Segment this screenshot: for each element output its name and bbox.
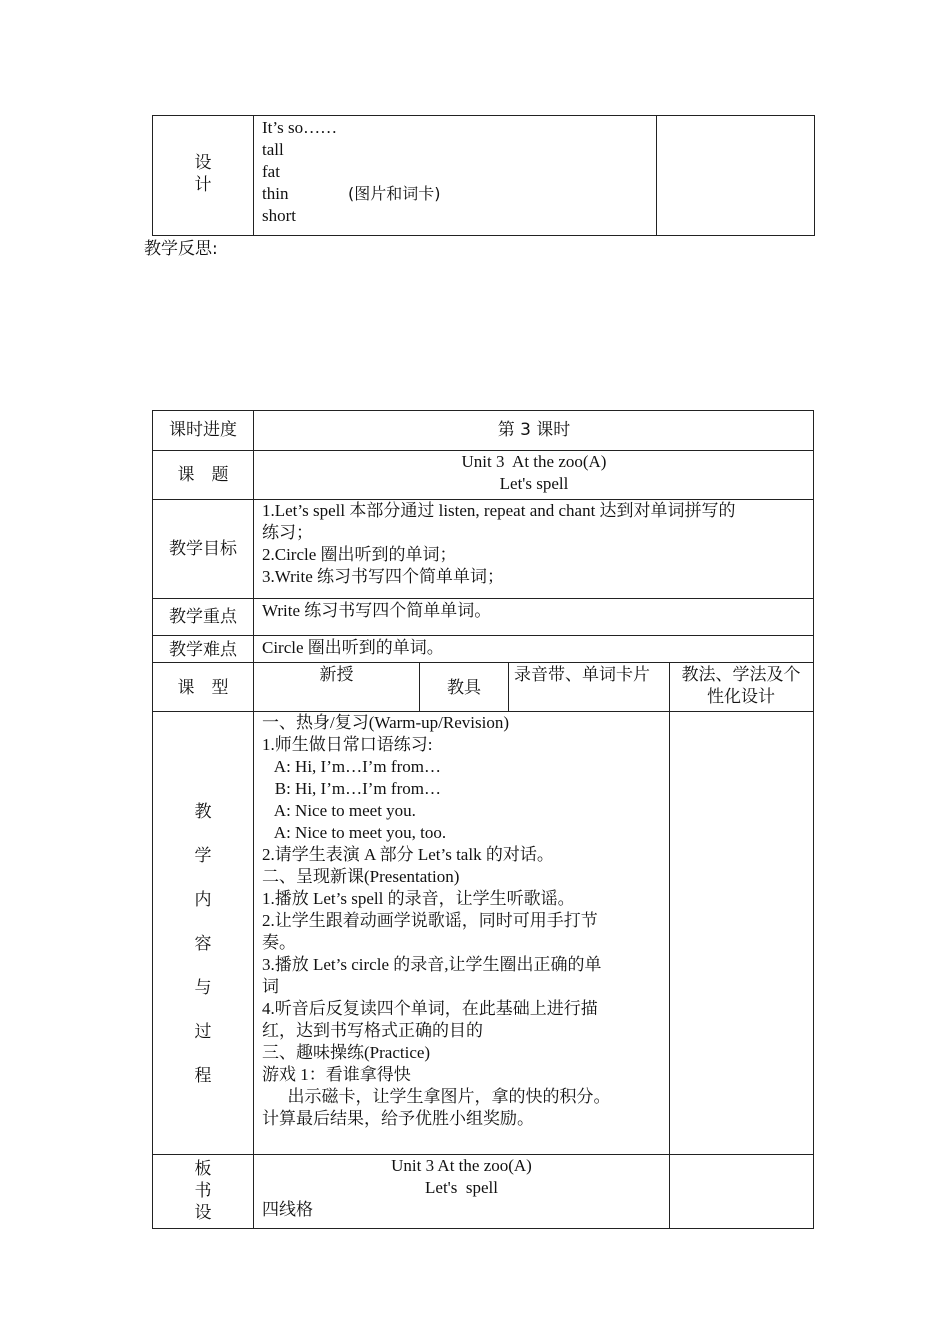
topic-value [254,451,814,495]
process-line: A: Nice to meet you. [262,801,416,820]
topic-label: 课 题 [177,465,229,485]
goal-line: 2.Circle 圈出听到的单词； [262,545,457,564]
process-line: 1.师生做日常口语练习: [262,735,433,754]
thin-note: (图片和词卡) [348,184,441,203]
design-content [262,117,441,227]
board-extra: 四线格 [262,1200,313,1220]
row-rule [152,635,814,636]
col-rule [253,410,254,1229]
type-value: 新授 [319,665,354,685]
process-line: 奏。 [262,933,296,952]
board-line: Let's spell [425,1178,498,1197]
aids-value: 录音带、单词卡片 [514,665,650,685]
process-line: 计算最后结果，给予优胜小组奖励。 [262,1109,534,1128]
row-rule [152,598,814,599]
topic-line: Let's spell [499,474,569,493]
process-line: 1.播放 Let’s spell 的录音，让学生听歌谣。 [262,889,575,908]
design-label: 设 计 [194,153,212,195]
goal-line: 3.Write 练习书写四个简单单词； [262,567,505,586]
col-rule [508,662,509,711]
topic-line: Unit 3 At the zoo(A) [461,452,607,471]
col-rule [669,662,670,1229]
board-line: Unit 3 At the zoo(A) [391,1156,532,1175]
reflection-label: 教学反思: [144,239,218,259]
method-label: 教法、学法及个性化设计 [681,665,801,707]
progress-value: 第 3 课时 [497,420,571,440]
goal-line: 1.Let’s spell 本部分通过 listen, repeat and chant 达到对单词拼写的 [262,501,736,520]
process-content [262,712,611,1130]
process-line: A: Nice to meet you, too. [262,823,447,842]
process-line: 2.让学生跟着动画学说歌谣，同时可用手打节 [262,911,598,930]
design-divider-2 [656,115,657,236]
process-line: 红，达到书写格式正确的目的 [262,1021,483,1040]
goal-label: 教学目标 [169,539,237,559]
design-line: fat [262,162,280,181]
process-label: 教 学 内 容 与 过 程 [194,802,212,1086]
row-rule [152,662,814,663]
design-line: tall [262,140,284,159]
difficulty-value: Circle 圈出听到的单词。 [262,638,444,657]
board-content [254,1155,669,1199]
goal-line: 练习； [262,523,313,542]
process-line: 2.请学生表演 A 部分 Let’s talk 的对话。 [262,845,554,864]
progress-label: 课时进度 [169,420,237,440]
process-line: A: Hi, I’m…I’m from… [262,757,441,776]
design-line: thin (图片和词卡) [262,184,441,203]
key-label: 教学重点 [169,607,237,627]
aids-label: 教具 [447,678,481,698]
process-line: 二、呈现新课(Presentation) [262,867,460,886]
key-value: Write 练习书写四个简单单词。 [262,601,492,620]
process-line: 游戏 1：看谁拿得快 [262,1065,411,1084]
board-label: 板 书 设 [194,1159,212,1223]
process-line: 词 [262,977,279,996]
type-label: 课 型 [177,678,229,698]
process-line: 4.听音后反复读四个单词，在此基础上进行描 [262,999,598,1018]
goal-content [262,500,736,588]
design-divider-1 [253,115,254,236]
process-line: 一、热身/复习(Warm-up/Revision) [262,713,509,732]
design-line: It’s so…… [262,118,338,137]
process-line: B: Hi, I’m…I’m from… [262,779,441,798]
difficulty-label: 教学难点 [169,640,237,660]
process-line: 出示磁卡，让学生拿图片，拿的快的积分。 [262,1087,611,1106]
process-line: 3.播放 Let’s circle 的录音,让学生圈出正确的单 [262,955,602,974]
design-line: short [262,206,296,225]
process-line: 三、趣味操练(Practice) [262,1043,431,1062]
